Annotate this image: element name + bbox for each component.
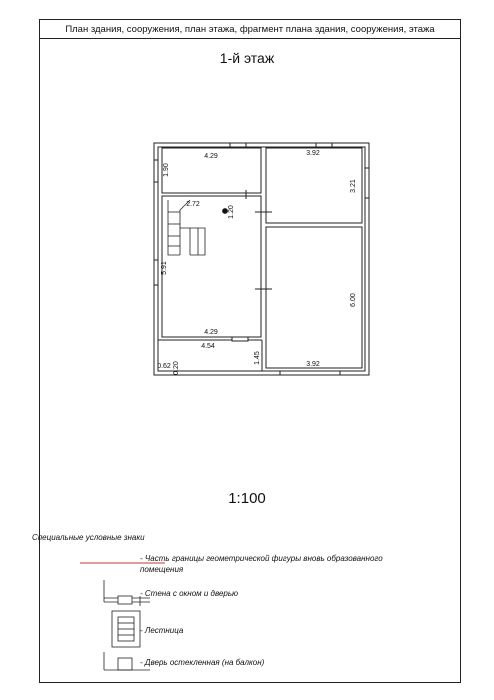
dim-hall-width: 4.29 bbox=[204, 329, 218, 336]
room-outlines bbox=[158, 148, 362, 371]
dim-room2-width: 3.92 bbox=[306, 150, 320, 157]
window bbox=[154, 260, 158, 285]
legend-item-wall: - Стена с окном и дверью bbox=[140, 589, 239, 598]
window bbox=[280, 371, 340, 375]
dim-room2-depth: 3.21 bbox=[350, 179, 357, 193]
hall-room bbox=[162, 196, 261, 337]
window bbox=[154, 160, 158, 182]
scale-label: 1:100 bbox=[228, 490, 266, 507]
dim-porch: 1.45 bbox=[254, 351, 261, 365]
window bbox=[230, 143, 246, 147]
dim-step-a: 0.62 bbox=[157, 363, 171, 370]
dim-step-b: 0.20 bbox=[173, 361, 180, 375]
dim-room1-depth: 1.90 bbox=[163, 163, 170, 177]
dim-stair-gap: 1.20 bbox=[228, 205, 235, 219]
dim-room3-depth: 6.00 bbox=[350, 293, 357, 307]
room-2 bbox=[266, 148, 362, 223]
sheet-header: План здания, сооружения, план этажа, фрагмент плана здания, сооружения, этажа bbox=[40, 20, 460, 39]
dim-stair-width: 2.72 bbox=[186, 201, 200, 208]
window bbox=[365, 168, 369, 198]
room-3 bbox=[266, 227, 362, 368]
stair-axis bbox=[223, 209, 228, 214]
legend-item-boundary: - Часть границы геометрической фигуры вновь образованного помещения bbox=[140, 554, 383, 574]
window bbox=[232, 337, 248, 341]
doors bbox=[246, 190, 272, 289]
floor-title: 1-й этаж bbox=[219, 50, 275, 66]
stair bbox=[168, 200, 228, 255]
stair-symbol bbox=[112, 611, 140, 647]
dimension-labels bbox=[157, 150, 357, 375]
dim-room3-width: 3.92 bbox=[306, 361, 320, 368]
legend-item-stair: - Лестница bbox=[140, 626, 184, 635]
dim-room1-width: 4.29 bbox=[204, 153, 218, 160]
window bbox=[316, 143, 332, 147]
dim-outer-left: 4.54 bbox=[201, 343, 215, 350]
legend-title: Специальные условные знаки bbox=[32, 533, 145, 542]
legend-item-door: - Дверь остекленная (на балкон) bbox=[140, 658, 265, 667]
dim-hall-depth: 5.91 bbox=[161, 261, 168, 275]
